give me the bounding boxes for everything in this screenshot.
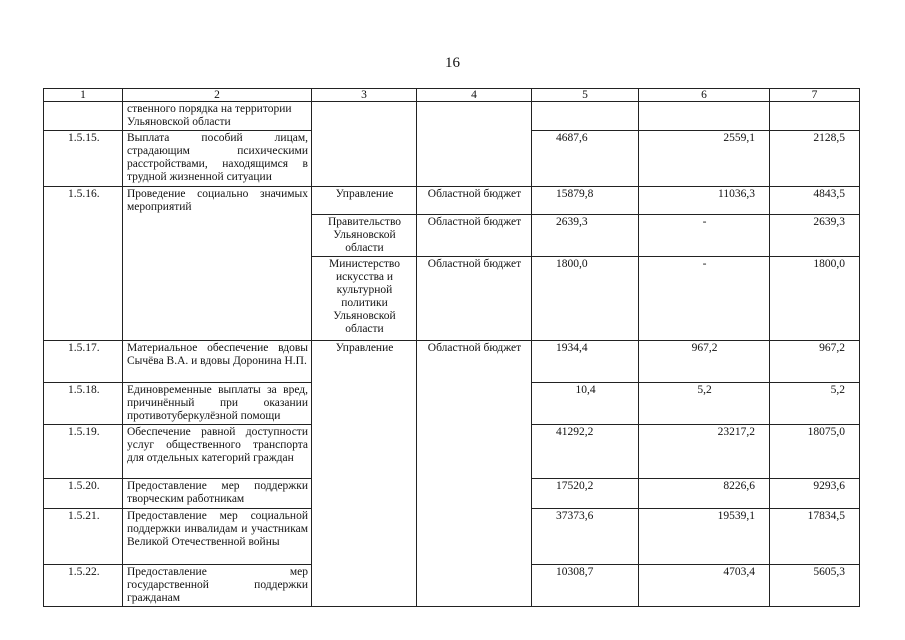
column-header: 1 (44, 89, 123, 102)
row-org: Управление (312, 341, 417, 607)
row-value-7: 17834,5 (770, 509, 860, 565)
row-value-7: 5605,3 (770, 565, 860, 607)
column-header: 7 (770, 89, 860, 102)
row-value-5: 2639,3 (532, 215, 639, 257)
row-name: Единовременные выплаты за вред, причинённый при оказании противотуберкулёзной помощи (123, 383, 312, 425)
row-value-6: 23217,2 (639, 425, 770, 479)
row-value-6: 967,2 (639, 341, 770, 383)
row-number: 1.5.16. (44, 187, 123, 341)
row-value-7: 2639,3 (770, 215, 860, 257)
row-value-6 (639, 102, 770, 131)
row-name: Выплата пособий лицам, страдающим психическими расстройствами, находящимся в трудной жизненной ситуации (123, 131, 312, 187)
row-source (417, 102, 532, 187)
row-value-6: - (639, 257, 770, 341)
row-value-5: 10308,7 (532, 565, 639, 607)
row-source: Областной бюджет (417, 215, 532, 257)
row-value-6: - (639, 215, 770, 257)
row-value-5: 1934,4 (532, 341, 639, 383)
table-row (44, 102, 860, 131)
column-header: 4 (417, 89, 532, 102)
row-value-6: 19539,1 (639, 509, 770, 565)
row-org: Правительство Ульяновской области (312, 215, 417, 257)
row-value-6: 8226,6 (639, 479, 770, 509)
row-value-5: 37373,6 (532, 509, 639, 565)
row-number: 1.5.15. (44, 131, 123, 187)
row-number: 1.5.20. (44, 479, 123, 509)
row-value-7: 967,2 (770, 341, 860, 383)
row-source: Областной бюджет (417, 187, 532, 215)
row-number: 1.5.17. (44, 341, 123, 383)
row-value-7: 18075,0 (770, 425, 860, 479)
row-value-6: 2559,1 (639, 131, 770, 187)
row-value-5: 10,4 (532, 383, 639, 425)
row-value-7: 1800,0 (770, 257, 860, 341)
row-value-6: 5,2 (639, 383, 770, 425)
row-name: ственного порядка на территории Ульяновской области (123, 102, 312, 131)
row-name: Материальное обеспечение вдовы Сычёва В.А. и вдовы Доронина Н.П. (123, 341, 312, 383)
column-header: 2 (123, 89, 312, 102)
row-value-6: 11036,3 (639, 187, 770, 215)
table-row (44, 187, 860, 215)
row-value-5 (532, 102, 639, 131)
row-org: Управление (312, 187, 417, 215)
row-number: 1.5.18. (44, 383, 123, 425)
row-source: Областной бюджет (417, 257, 532, 341)
page-number: 16 (445, 55, 460, 71)
budget-table (43, 88, 860, 607)
row-value-7: 9293,6 (770, 479, 860, 509)
row-number: 1.5.22. (44, 565, 123, 607)
row-number (44, 102, 123, 131)
row-org: Министерство искусства и культурной политики Ульяновской области (312, 257, 417, 341)
row-value-7: 5,2 (770, 383, 860, 425)
row-value-7: 4843,5 (770, 187, 860, 215)
row-source: Областной бюджет (417, 341, 532, 607)
row-value-5: 4687,6 (532, 131, 639, 187)
row-value-7 (770, 102, 860, 131)
row-value-5: 1800,0 (532, 257, 639, 341)
row-name: Предоставление мер поддержки творческим работникам (123, 479, 312, 509)
row-name: Проведение социально значимых мероприятий (123, 187, 312, 341)
column-header: 5 (532, 89, 639, 102)
column-header: 6 (639, 89, 770, 102)
row-number: 1.5.19. (44, 425, 123, 479)
header-row (44, 89, 860, 102)
row-name: Обеспечение равной доступности услуг общественного транспорта для отдельных категорий граждан (123, 425, 312, 479)
table-row (44, 341, 860, 383)
row-value-5: 15879,8 (532, 187, 639, 215)
column-header: 3 (312, 89, 417, 102)
row-value-7: 2128,5 (770, 131, 860, 187)
row-name: Предоставление мер государственной поддержки гражданам (123, 565, 312, 607)
row-name: Предоставление мер социальной поддержки инвалидам и участникам Великой Отечественной войны (123, 509, 312, 565)
row-value-5: 17520,2 (532, 479, 639, 509)
row-value-5: 41292,2 (532, 425, 639, 479)
row-number: 1.5.21. (44, 509, 123, 565)
row-value-6: 4703,4 (639, 565, 770, 607)
row-org (312, 102, 417, 187)
